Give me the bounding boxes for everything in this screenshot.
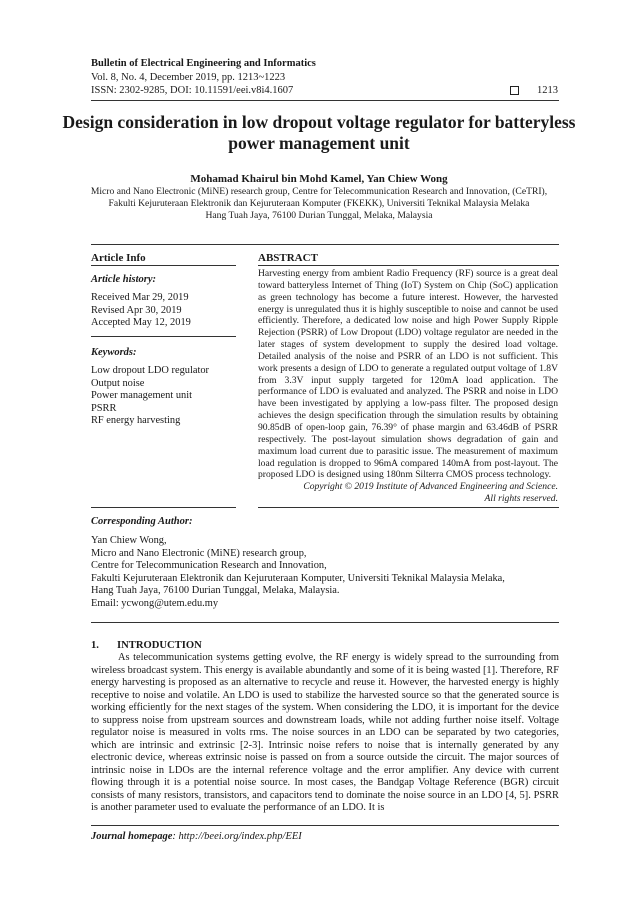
volume-line: Vol. 8, No. 4, December 2019, pp. 1213~1223 <box>91 72 286 83</box>
section-title: INTRODUCTION <box>117 640 202 651</box>
abstract-text: Harvesting energy from ambient Radio Frequency (RF) source is a great deal toward batteryless Internet of Thing (IoT) System on Chip (SoC) application as green technology has become a future interest. However, the harvested energy is unregulated thus it is highly susceptible to noise and cannot be used efficiently. Therefore, a dedicated low noise and high Power Supply Ripple Rejection (PSRR) of Low Dropout (LDO) voltage regulator are needed in the later stages of system development to supply the desired load voltage. Detailed analysis of the noise and PSRR of an LDO is not sufficient. This work presents a design of LDO to generate a regulated output voltage of 1.8V from 3.3V input supply targeted for 120mA load application. The performance of LDO is evaluated and analyzed. The PSRR and noise in LDO have been investigated by applying a low-pass filter. The proposed design achieves the design specification through the simulation results by obtaining 90.85dB of open-loop gain, 76.39° of phase margin and 63.46dB of PSRR respectively. The post-layout simulation shows degradation of gain and maximum load current due to parasitic issue. The measurement of maximum load regulation is dropped to 96mA compared 140mA from post-layout. The proposed LDO is designed using 180nm Silterra CMOS process technology. <box>258 268 558 481</box>
info-left-rule-3 <box>91 507 236 508</box>
section-heading <box>91 640 202 651</box>
header-rule <box>91 100 559 101</box>
keyword: PSRR <box>91 402 117 414</box>
corresponding-rule <box>91 622 559 623</box>
corresponding-line: Fakulti Kejuruteraan Elektronik dan Kejuruteraan Komputer, Universiti Teknikal Malaysia Melaka, <box>91 572 505 584</box>
copyright-line: All rights reserved. <box>484 492 558 504</box>
intro-paragraph: As telecommunication systems getting evolve, the RF energy is widely spread to the surrounding from wireless broadcast system. This energy is available abundantly and some of it is being wasted [1]. Therefore, RF energy harvesting is proposed as an alternative to recycle and reuse it. However, the harvested energy is highly receptive to noise and volatile. An LDO is used to stabilize the harvested source so that the generated source is working efficiently for the next stages of the system. When considering the LDO, it is important for the device to suppress noise from upstream sources and downstream loads, while not adding further noise itself. Voltage regulator noise is measured in volts rms. The noise sources in an LDO can be separated by two categories, which are intrinsic and extrinsic [2-3]. Intrinsic noise refers to noise that is internally generated by any electronic device, whereas extrinsic noise is passed on from a source outside the circuit. The major sources of intrinsic noise in LDOs are the internal reference voltage and the error amplifier. Any device with current flowing through it is a potential noise source. In most cases, the Bandgap Voltage Reference (BGR) circuit consists of many resistors, transistors, and capacitors tend to dominate the noise source in an LDO [4, 5]. PSRR is another parameter used to evaluate the performance of an LDO. It is <box>91 652 559 813</box>
journal-homepage: Journal homepage: http://beei.org/index.php/EEI <box>91 831 302 842</box>
corresponding-line: Centre for Telecommunication Research and Innovation, <box>91 560 327 572</box>
page-marker <box>510 85 558 96</box>
abstract-heading: ABSTRACT <box>258 252 318 264</box>
affiliation-line: Hang Tuah Jaya, 76100 Durian Tunggal, Melaka, Malaysia <box>205 209 433 221</box>
info-left-rule-2 <box>91 336 236 337</box>
footer-rule <box>91 825 559 826</box>
article-info-heading: Article Info <box>91 252 146 264</box>
keyword: Low dropout LDO regulator <box>91 365 210 376</box>
keywords-label: Keywords: <box>91 347 137 358</box>
keywords-list <box>91 365 209 428</box>
section-number: 1. <box>91 640 99 651</box>
paper-title: Design consideration in low dropout voltage regulator for batteryless power management unit <box>62 112 576 153</box>
authors: Mohamad Khairul bin Mohd Kamel, Yan Chiew Wong <box>190 173 448 185</box>
copyright-line: Copyright © 2019 Institute of Advanced Engineering and Science. <box>303 481 558 492</box>
abstract-rule <box>258 265 559 266</box>
keyword: Output noise <box>91 377 145 389</box>
affiliation-line: Fakulti Kejuruteraan Elektronik dan Kejuruteraan Komputer (FKEKK), Universiti Teknikal Malaysia Melaka <box>108 197 530 209</box>
history-accepted: Accepted May 12, 2019 <box>91 317 191 329</box>
keyword: Power management unit <box>91 390 192 402</box>
info-left-rule-1 <box>91 265 236 266</box>
article-history <box>91 292 191 330</box>
journal-name: Bulletin of Electrical Engineering and Informatics <box>91 58 316 69</box>
page-number: 1213 <box>537 85 558 96</box>
square-box-icon <box>510 86 519 95</box>
affiliation-line: Micro and Nano Electronic (MiNE) research group, Centre for Telecommunication Research and Innovation, (CeTRI), <box>90 186 548 197</box>
corresponding-name: Yan Chiew Wong, <box>91 535 167 546</box>
keyword: RF energy harvesting <box>91 415 181 427</box>
homepage-label: Journal homepage <box>91 831 173 842</box>
corresponding-line: Micro and Nano Electronic (MiNE) research group, <box>91 547 307 559</box>
history-revised: Revised Apr 30, 2019 <box>91 304 182 316</box>
affiliation <box>70 186 568 221</box>
corresponding-email: Email: ycwong@utem.edu.my <box>91 597 219 609</box>
corresponding-heading: Corresponding Author: <box>91 516 193 527</box>
corresponding-line: Hang Tuah Jaya, 76100 Durian Tunggal, Melaka, Malaysia. <box>91 585 340 597</box>
copyright <box>258 481 558 505</box>
homepage-link[interactable]: http://beei.org/index.php/EEI <box>178 831 302 842</box>
corresponding-details <box>91 535 505 611</box>
info-top-rule <box>91 244 559 245</box>
issn-line: ISSN: 2302-9285, DOI: 10.11591/eei.v8i4.1607 <box>91 85 294 96</box>
article-history-label: Article history: <box>91 274 157 285</box>
history-received: Received Mar 29, 2019 <box>91 292 189 303</box>
abstract-bottom-rule <box>258 507 559 508</box>
